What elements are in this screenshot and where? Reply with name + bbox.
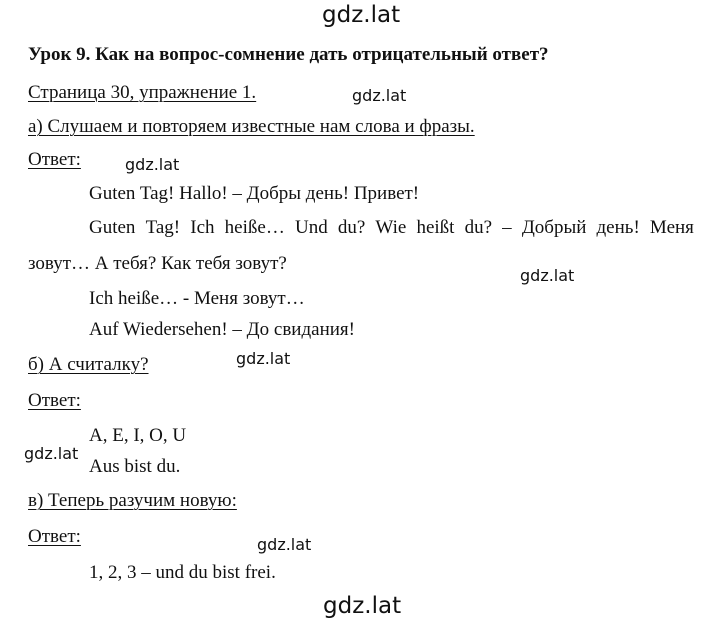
task-c-prompt: в) Теперь разучим новую: bbox=[28, 490, 237, 511]
lesson-title: Урок 9. Как на вопрос-сомнение дать отрицательный ответ? bbox=[28, 44, 549, 65]
answer-word: du? bbox=[337, 217, 366, 238]
task-a-answer-line-4: Auf Wiedersehen! – До свидания! bbox=[89, 319, 355, 340]
answer-word: Добрый bbox=[521, 217, 587, 238]
answer-word: du? bbox=[464, 217, 493, 238]
answer-word: Guten bbox=[89, 217, 136, 238]
answer-word: Tag! bbox=[145, 217, 181, 238]
watermark: gdz.lat bbox=[520, 266, 575, 285]
watermark: gdz.lat bbox=[352, 86, 407, 105]
task-a-answer-label: Ответ: bbox=[28, 149, 81, 170]
task-a-answer-line-2-continued: зовут… А тебя? Как тебя зовут? bbox=[28, 253, 287, 274]
task-b-answer-line-2: Aus bist du. bbox=[89, 456, 181, 477]
task-a-answer-line-2 bbox=[89, 218, 694, 237]
watermark: gdz.lat bbox=[236, 349, 291, 368]
answer-word: – bbox=[502, 217, 512, 238]
task-a-answer-line-3: Ich heiße… - Меня зовут… bbox=[89, 288, 305, 309]
task-c-answer-line-1: 1, 2, 3 – und du bist frei. bbox=[89, 562, 276, 583]
answer-word: heißt bbox=[416, 217, 455, 238]
task-a-answer-line-1: Guten Tag! Hallo! – Добры день! Привет! bbox=[89, 183, 420, 204]
watermark-top: gdz.lat bbox=[322, 2, 401, 28]
watermark: gdz.lat bbox=[125, 155, 180, 174]
watermark-bottom: gdz.lat bbox=[323, 593, 402, 619]
page-reference: Страница 30, упражнение 1. bbox=[28, 82, 257, 103]
answer-word: Wie bbox=[375, 217, 407, 238]
answer-word: день! bbox=[596, 217, 640, 238]
task-b-answer-line-1: A, E, I, O, U bbox=[89, 425, 187, 446]
answer-word: Ich bbox=[190, 217, 215, 238]
watermark: gdz.lat bbox=[24, 444, 79, 463]
answer-word: heiße… bbox=[224, 217, 285, 238]
task-a-prompt: а) Слушаем и повторяем известные нам слова и фразы. bbox=[28, 116, 475, 137]
task-c-answer-label: Ответ: bbox=[28, 526, 81, 547]
task-b-prompt: б) А считалку? bbox=[28, 354, 149, 375]
watermark: gdz.lat bbox=[257, 535, 312, 554]
task-b-answer-label: Ответ: bbox=[28, 390, 81, 411]
answer-word: Und bbox=[294, 217, 328, 238]
answer-word: Меня bbox=[649, 217, 694, 238]
